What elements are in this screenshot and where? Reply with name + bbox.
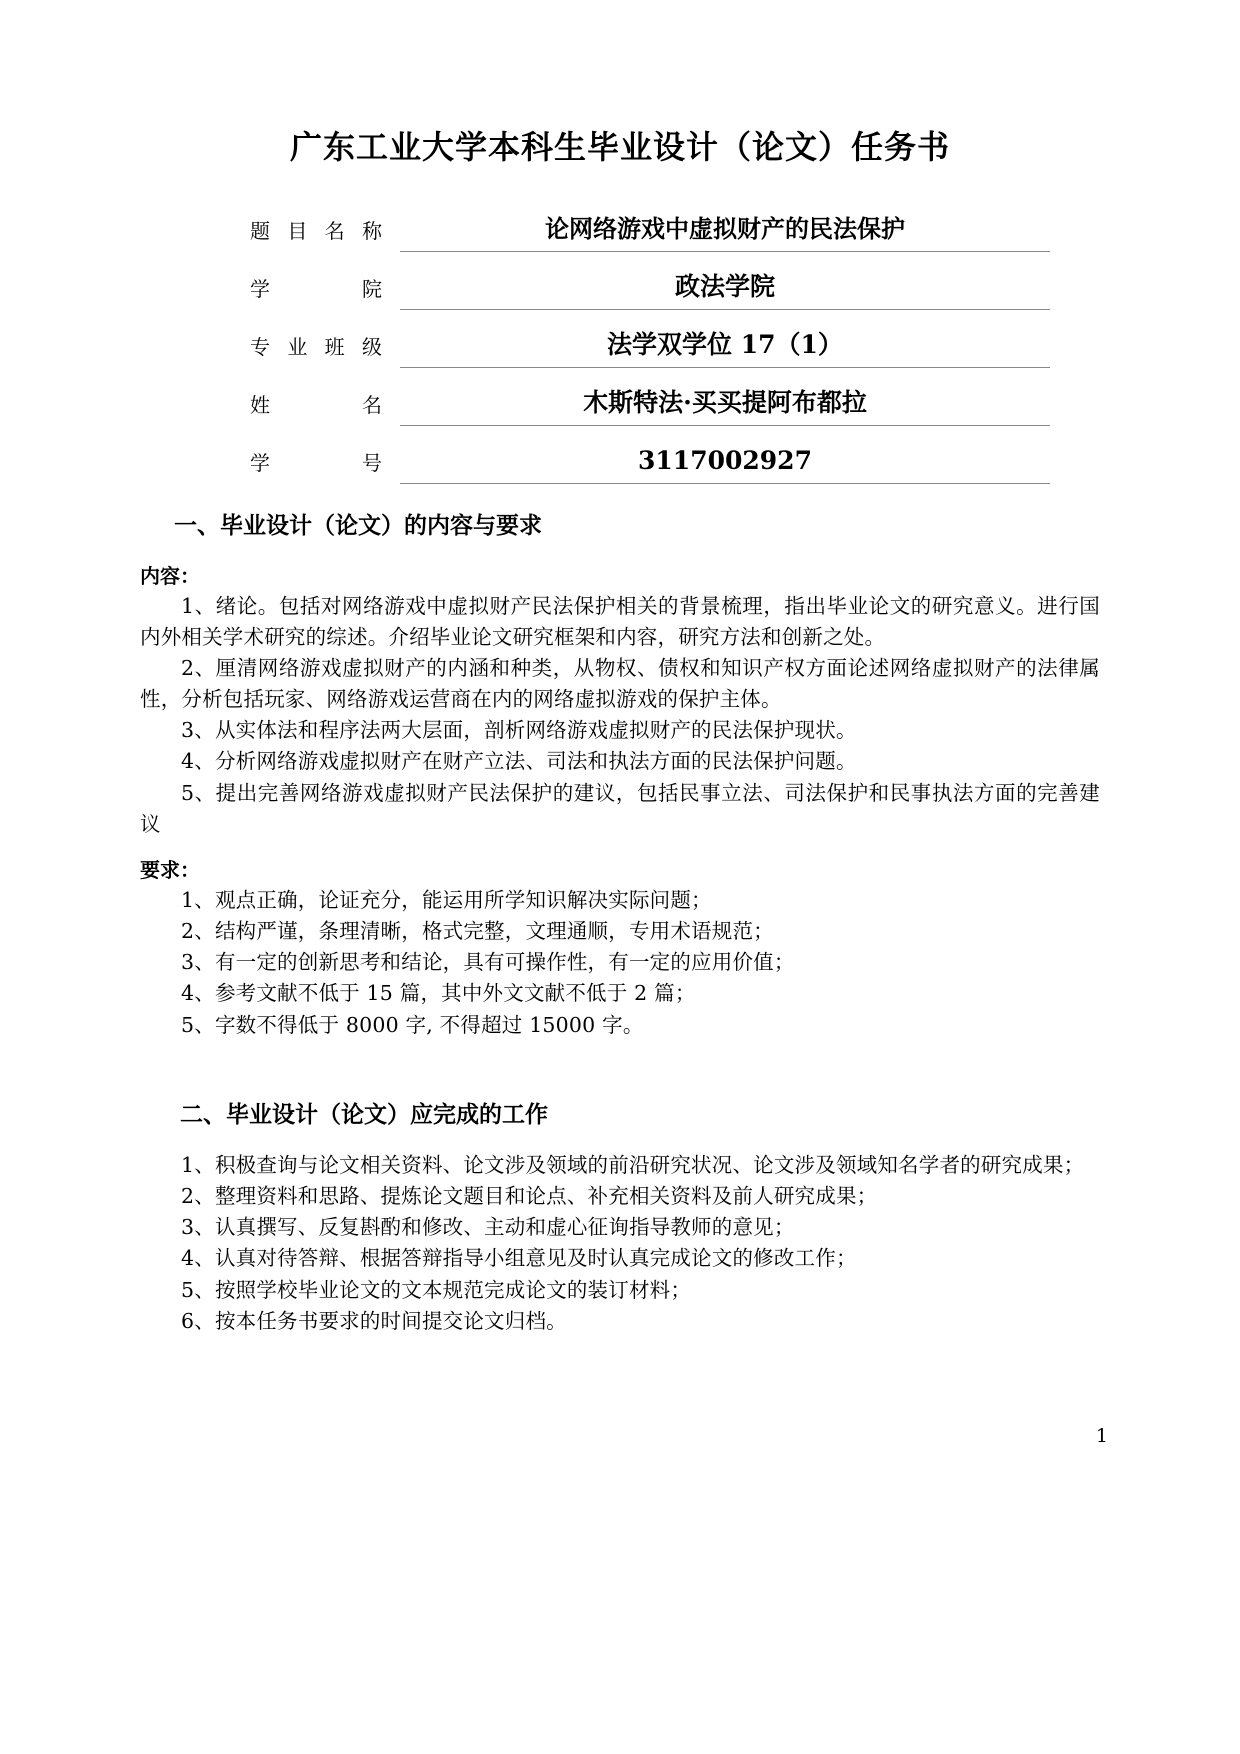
meta-label-college: 学 院 bbox=[250, 277, 382, 302]
meta-row-student-id bbox=[250, 426, 1050, 484]
meta-value-major-class: 法学双学位 17（1） bbox=[400, 329, 1050, 368]
work-item: 2、整理资料和思路、提炼论文题目和论点、补充相关资料及前人研究成果； bbox=[181, 1184, 878, 1209]
meta-value-title: 论网络游戏中虚拟财产的民法保护 bbox=[400, 214, 1050, 252]
page-number: 1 bbox=[1095, 1425, 1108, 1447]
requirement-item: 2、结构严谨，条理清晰，格式完整，文理通顺，专用术语规范； bbox=[181, 919, 774, 944]
work-item: 4、认真对待答辩、根据答辩指导小组意见及时认真完成论文的修改工作； bbox=[181, 1246, 857, 1271]
requirement-item: 4、参考文献不低于 15 篇，其中外文文献不低于 2 篇； bbox=[181, 981, 696, 1006]
work-item: 3、认真撰写、反复斟酌和修改、主动和虚心征询指导教师的意见； bbox=[181, 1215, 795, 1240]
work-item: 5、按照学校毕业论文的文本规范完成论文的装订材料； bbox=[181, 1277, 692, 1302]
content-items-list bbox=[140, 591, 1100, 840]
requirement-item: 3、有一定的创新思考和结论，具有可操作性，有一定的应用价值； bbox=[181, 950, 795, 975]
meta-label-name: 姓 名 bbox=[250, 393, 382, 418]
content-item: 4、分析网络游戏虚拟财产在财产立法、司法和执法方面的民法保护问题。 bbox=[181, 749, 857, 774]
meta-value-name: 木斯特法·买买提阿布都拉 bbox=[400, 387, 1050, 426]
meta-label-student-id: 学 号 bbox=[250, 451, 382, 476]
requirements-label: 要求： bbox=[140, 857, 200, 882]
work-item: 6、按本任务书要求的时间提交论文归档。 bbox=[181, 1308, 567, 1333]
content-item: 3、从实体法和程序法两大层面，剖析网络游戏虚拟财产的民法保护现状。 bbox=[181, 718, 857, 743]
meta-field-table bbox=[250, 194, 1050, 484]
meta-label-title: 题目名称 bbox=[250, 219, 382, 244]
meta-row-name bbox=[250, 368, 1050, 426]
section-one-heading: 一、毕业设计（论文）的内容与要求 bbox=[174, 513, 542, 540]
meta-row-major-class bbox=[250, 310, 1050, 368]
requirement-item: 5、字数不得低于 8000 字, 不得超过 15000 字。 bbox=[181, 1012, 644, 1037]
meta-value-college: 政法学院 bbox=[400, 271, 1050, 310]
section-two-items-list bbox=[140, 1150, 1100, 1337]
page-content bbox=[140, 0, 1100, 1337]
content-label: 内容： bbox=[140, 563, 200, 588]
content-item: 5、提出完善网络游戏虚拟财产民法保护的建议，包括民事立法、司法保护和民事执法方面的完善建议 bbox=[140, 780, 1100, 836]
meta-value-student-id: 3117002927 bbox=[400, 445, 1050, 484]
work-item: 1、积极查询与论文相关资料、论文涉及领域的前沿研究状况、论文涉及领域知名学者的研究成果； bbox=[181, 1152, 1085, 1177]
document-title: 广东工业大学本科生毕业设计（论文）任务书 bbox=[289, 128, 950, 166]
meta-label-major-class: 专业班级 bbox=[250, 335, 382, 360]
requirement-item: 1、观点正确，论证充分，能运用所学知识解决实际问题； bbox=[181, 887, 712, 912]
content-item: 1、绪论。包括对网络游戏中虚拟财产民法保护相关的背景梳理，指出毕业论文的研究意义。进行国内外相关学术研究的综述。介绍毕业论文研究框架和内容，研究方法和创新之处。 bbox=[140, 593, 1100, 649]
requirements-items-list bbox=[140, 885, 1100, 1041]
meta-row-college bbox=[250, 252, 1050, 310]
content-item: 2、厘清网络游戏虚拟财产的内涵和种类，从物权、债权和知识产权方面论述网络虚拟财产的法律属性，分析包括玩家、网络游戏运营商在内的网络虚拟游戏的保护主体。 bbox=[140, 655, 1100, 712]
meta-row-title bbox=[250, 194, 1050, 252]
section-two-heading: 二、毕业设计（论文）应完成的工作 bbox=[180, 1101, 548, 1128]
